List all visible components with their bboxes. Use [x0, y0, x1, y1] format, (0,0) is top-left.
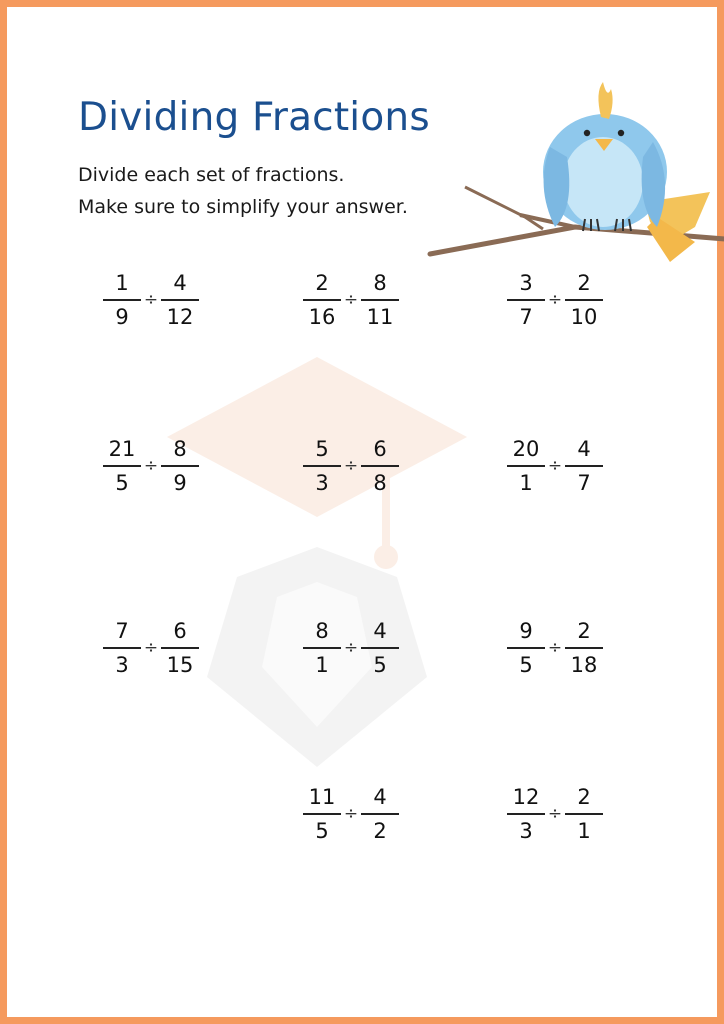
divide-operator: ÷	[343, 804, 359, 824]
fraction-bar	[161, 647, 199, 649]
numerator: 9	[519, 619, 533, 643]
fraction-bar	[565, 465, 603, 467]
fraction	[161, 269, 199, 331]
problem-3	[507, 265, 603, 335]
fraction	[565, 617, 603, 679]
numerator: 3	[519, 271, 533, 295]
fraction-bar	[103, 465, 141, 467]
denominator: 9	[173, 471, 187, 495]
fraction	[507, 269, 545, 331]
fraction	[361, 783, 399, 845]
problem-6	[507, 431, 603, 501]
fraction	[161, 617, 199, 679]
fraction	[565, 269, 603, 331]
numerator: 6	[373, 437, 387, 461]
numerator: 1	[115, 271, 129, 295]
instruction-line-2: Make sure to simplify your answer.	[78, 196, 408, 218]
problem-10	[303, 779, 399, 849]
denominator: 3	[315, 471, 329, 495]
divide-operator: ÷	[343, 456, 359, 476]
denominator: 12	[166, 305, 194, 329]
fraction-bar	[303, 647, 341, 649]
denominator: 9	[115, 305, 129, 329]
fraction	[507, 783, 545, 845]
fraction	[303, 269, 341, 331]
numerator: 20	[512, 437, 540, 461]
numerator: 21	[108, 437, 136, 461]
fraction	[507, 617, 545, 679]
divide-operator: ÷	[343, 290, 359, 310]
denominator: 7	[519, 305, 533, 329]
denominator: 3	[519, 819, 533, 843]
denominator: 15	[166, 653, 194, 677]
denominator: 8	[373, 471, 387, 495]
denominator: 18	[570, 653, 598, 677]
numerator: 7	[115, 619, 129, 643]
fraction	[361, 435, 399, 497]
numerator: 2	[577, 785, 591, 809]
divide-operator: ÷	[547, 290, 563, 310]
denominator: 7	[577, 471, 591, 495]
problem-11	[507, 779, 603, 849]
denominator: 1	[577, 819, 591, 843]
denominator: 10	[570, 305, 598, 329]
fraction-bar	[303, 465, 341, 467]
denominator: 2	[373, 819, 387, 843]
problem-9	[507, 613, 603, 683]
fraction-bar	[507, 299, 545, 301]
denominator: 3	[115, 653, 129, 677]
denominator: 5	[373, 653, 387, 677]
fraction-bar	[303, 299, 341, 301]
denominator: 5	[519, 653, 533, 677]
problem-4	[103, 431, 199, 501]
numerator: 4	[373, 619, 387, 643]
fraction	[103, 617, 141, 679]
divide-operator: ÷	[143, 290, 159, 310]
divide-operator: ÷	[343, 638, 359, 658]
numerator: 6	[173, 619, 187, 643]
denominator: 16	[308, 305, 336, 329]
fraction-bar	[361, 465, 399, 467]
fraction-bar	[103, 299, 141, 301]
fraction	[303, 435, 341, 497]
fraction-bar	[565, 647, 603, 649]
problem-5	[303, 431, 399, 501]
denominator: 5	[115, 471, 129, 495]
numerator: 8	[315, 619, 329, 643]
fraction-bar	[161, 465, 199, 467]
numerator: 2	[577, 619, 591, 643]
fraction	[303, 617, 341, 679]
problem-2	[303, 265, 399, 335]
fraction	[361, 269, 399, 331]
fraction	[507, 435, 545, 497]
denominator: 1	[315, 653, 329, 677]
numerator: 4	[173, 271, 187, 295]
fraction-bar	[361, 299, 399, 301]
fraction	[361, 617, 399, 679]
fraction-bar	[565, 813, 603, 815]
fraction-bar	[507, 813, 545, 815]
fraction-bar	[161, 299, 199, 301]
fraction-bar	[361, 813, 399, 815]
numerator: 11	[308, 785, 336, 809]
fraction	[303, 783, 341, 845]
instruction-line-1: Divide each set of fractions.	[78, 164, 345, 186]
denominator: 11	[366, 305, 394, 329]
page-title: Dividing Fractions	[78, 95, 430, 140]
divide-operator: ÷	[547, 638, 563, 658]
fraction	[103, 269, 141, 331]
divide-operator: ÷	[547, 456, 563, 476]
bluebird-on-branch-icon	[425, 67, 724, 267]
numerator: 2	[577, 271, 591, 295]
numerator: 4	[373, 785, 387, 809]
fraction-bar	[303, 813, 341, 815]
numerator: 4	[577, 437, 591, 461]
problem-7	[103, 613, 199, 683]
denominator: 1	[519, 471, 533, 495]
numerator: 8	[173, 437, 187, 461]
fraction	[103, 435, 141, 497]
fraction-bar	[103, 647, 141, 649]
divide-operator: ÷	[143, 456, 159, 476]
graduation-cap-watermark-icon	[167, 347, 467, 767]
fraction	[161, 435, 199, 497]
numerator: 8	[373, 271, 387, 295]
numerator: 5	[315, 437, 329, 461]
problem-8	[303, 613, 399, 683]
divide-operator: ÷	[143, 638, 159, 658]
fraction-bar	[565, 299, 603, 301]
denominator: 5	[315, 819, 329, 843]
divide-operator: ÷	[547, 804, 563, 824]
fraction	[565, 783, 603, 845]
fraction-bar	[507, 465, 545, 467]
fraction-bar	[361, 647, 399, 649]
fraction	[565, 435, 603, 497]
numerator: 12	[512, 785, 540, 809]
problem-1	[103, 265, 199, 335]
fraction-bar	[507, 647, 545, 649]
numerator: 2	[315, 271, 329, 295]
